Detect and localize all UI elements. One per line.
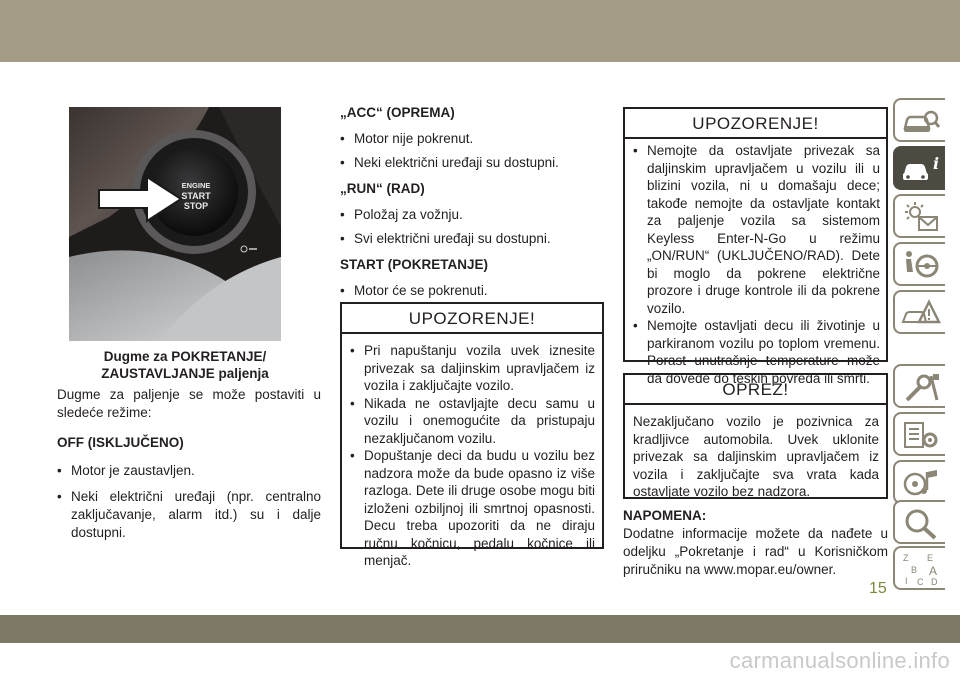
warning-item: • Nemojte da ostavljate privezak sa daljinskim upravljačem u vozilu ili u blizini vozila, ni u domašaju dece; takođe nemojte da ostavljate kontakt za paljenje vozila sa sistemom Keyless Enter-N-Go u režimu „ON/RUN“ (UKLJUČENO/RAD). Dete bi moglo da pokrene električne prozore i druge kontrole ili da pokrene vozilo. <box>633 142 880 317</box>
button-text-engine: ENGINE <box>181 181 211 190</box>
car-info-icon <box>901 152 941 188</box>
warning-box-right <box>623 107 888 386</box>
run-item: • Položaj za vožnju. <box>340 206 604 224</box>
tab-car-search[interactable] <box>893 98 945 142</box>
page-number: 15 <box>869 580 887 597</box>
tab-airbag-steering[interactable] <box>893 242 945 286</box>
left-column <box>57 386 321 542</box>
tab-hazard[interactable] <box>893 290 945 334</box>
index-letter: D <box>931 577 938 587</box>
airbag-steering-icon <box>901 248 941 284</box>
tab-search[interactable] <box>893 500 945 544</box>
ignition-button-photo <box>69 107 281 341</box>
warning-item: • Nikada ne ostavljajte decu samu u vozilu i onemogućite da pristupaju nezaključanom vozilu. <box>350 395 595 448</box>
start-heading: START (POKRETANJE) <box>340 257 488 272</box>
tab-specifications[interactable] <box>893 412 945 456</box>
hazard-car-icon <box>901 296 941 332</box>
tab-multimedia[interactable] <box>893 460 945 504</box>
index-letter: C <box>917 577 924 587</box>
button-text-stop: STOP <box>183 201 209 211</box>
index-letter: Z <box>903 553 909 563</box>
tab-maintenance[interactable] <box>893 364 945 408</box>
off-item: • Neki električni uređaji (npr. centralno zaključavanje, alarm itd.) su i dalje dostupni. <box>57 488 321 542</box>
acc-item: • Motor nije pokrenut. <box>340 130 604 148</box>
note-text: Dodatne informacije možete da nađete u odeljku „Pokretanje i rad“ u Korisničkom priručniku na www.mopar.eu/owner. <box>623 526 888 577</box>
off-heading: OFF (ISKLJUČENO) <box>57 435 184 450</box>
start-item: • Motor će se pokrenuti. <box>340 282 604 300</box>
note-heading: NAPOMENA: <box>623 508 707 523</box>
media-music-icon <box>901 466 941 502</box>
top-band <box>0 0 960 62</box>
index-letter: I <box>905 576 908 586</box>
car-search-icon <box>901 104 941 140</box>
svg-text:i: i <box>933 154 940 173</box>
figure-caption <box>69 348 301 382</box>
bottom-band <box>0 615 960 643</box>
caption-line-1: Dugme za POKRETANJE/ <box>103 349 267 364</box>
caution-box <box>623 373 888 499</box>
index-letter: B <box>911 565 918 575</box>
tab-car-info[interactable] <box>893 146 945 190</box>
off-item: • Motor je zaustavljen. <box>57 462 321 480</box>
warning-title: UPOZORENJE! <box>342 304 602 334</box>
run-heading: „RUN“ (RAD) <box>340 181 425 196</box>
caution-title: OPREZ! <box>625 375 886 405</box>
warning-box-middle <box>340 302 604 568</box>
acc-item: • Neki električni uređaji su dostupni. <box>340 154 604 172</box>
search-magnifier-icon <box>901 506 941 542</box>
warning-item: • Dopuštanje deci da budu u vozilu bez nadzora može da bude opasno iz više razloga. Dete ili druge osobe mogu biti izloženi ozbiljnoj ili smrtnoj opasnosti. Decu treba upozoriti da ne diraju ručnu kočnicu, pedalu kočnice ili menjač. <box>350 447 595 570</box>
intro-paragraph: Dugme za paljenje se može postaviti u sledeće režime: <box>57 387 321 420</box>
specs-gear-icon <box>901 418 941 454</box>
index-letter: A <box>929 564 938 578</box>
warning-title: UPOZORENJE! <box>625 109 886 139</box>
run-item: • Svi električni uređaji su dostupni. <box>340 230 604 248</box>
tab-warning-lights[interactable] <box>893 194 945 238</box>
caption-line-2: ZAUSTAVLJANJE paljenja <box>101 366 269 381</box>
caution-text: Nezaključano vozilo je pozivnica za kradljivce automobila. Uvek uklonite privezak sa daljinskim upravljačem iz vozila i zaključajte sva vrata kada ostavljate vozilo bez nadzora. <box>633 414 879 499</box>
index-letter: E <box>927 553 934 563</box>
button-text-start: START <box>181 191 211 201</box>
warning-item: • Pri napuštanju vozila uvek iznesite privezak sa daljinskim upravljačem iz vozila i zaključajte vozilo. <box>350 342 595 395</box>
watermark: carmanualsonline.info <box>729 648 950 673</box>
wrench-icon <box>901 370 941 406</box>
alphabetical-index-icon <box>901 552 941 588</box>
tab-index[interactable] <box>893 546 945 590</box>
note-section <box>623 507 888 579</box>
acc-heading: „ACC“ (OPREMA) <box>340 105 455 120</box>
warning-item: • Nemojte ostavljati decu ili životinje u parkiranom vozilu po toplom vremenu. Porast unutrašnje temperature može da dovede do teških povreda ili smrti. <box>633 317 880 387</box>
warning-lights-mail-icon <box>901 200 941 236</box>
middle-column <box>340 104 604 300</box>
